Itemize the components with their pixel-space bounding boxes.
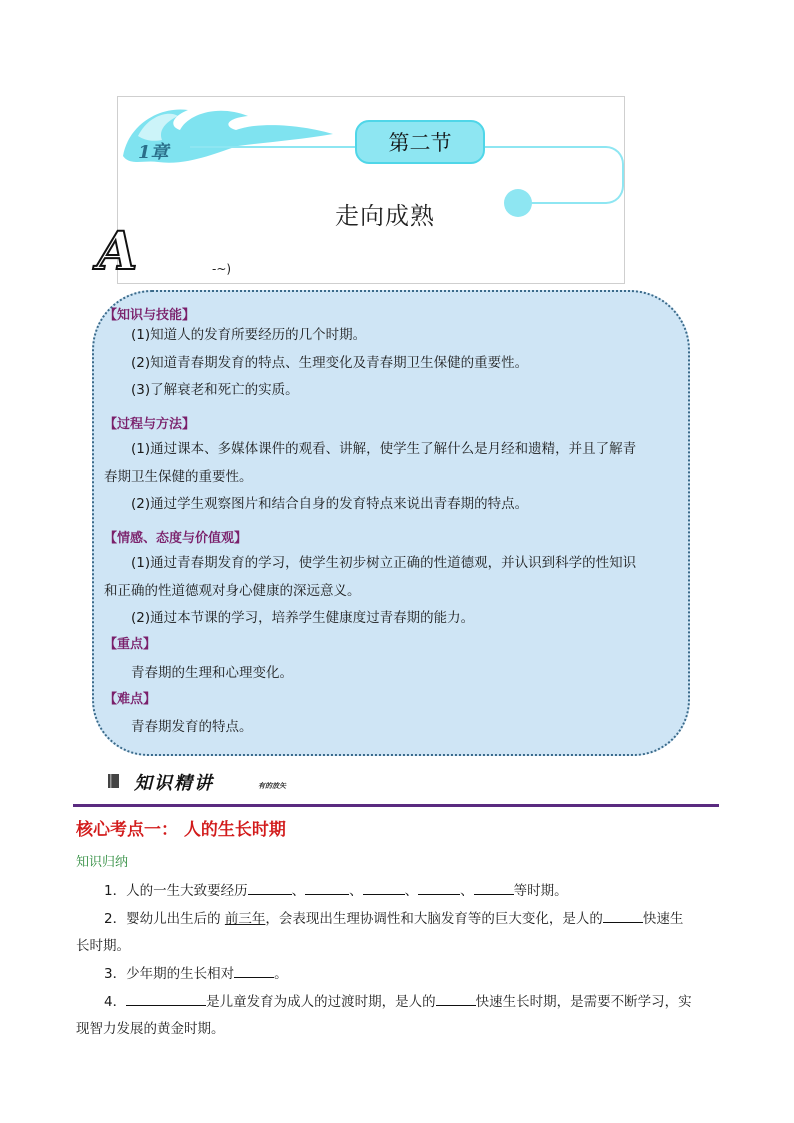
question-2-cont: 长时期。 [76,938,130,954]
answer-blank[interactable] [363,880,405,895]
objective-line: 和正确的性道德观对身心健康的深远意义。 [104,583,361,599]
answer-blank[interactable] [603,908,643,923]
banner-dot-icon [504,189,532,217]
question-3: 3．少年期的生长相对 。 [104,962,288,982]
banner-curve [560,146,624,204]
answer-blank[interactable] [474,880,514,895]
book-icon [107,773,121,789]
decorative-mark: -~) [212,262,232,276]
objective-line: (2)知道青春期发育的特点、生理变化及青春期卫生保健的重要性。 [131,355,529,371]
summary-label: 知识归纳 [76,855,129,870]
answer-blank[interactable] [248,880,292,895]
objective-line: (3)了解衰老和死亡的实质。 [131,382,299,398]
answer-blank[interactable] [234,963,274,978]
objective-heading: 【重点】 [104,637,157,652]
core-point-heading: 核心考点一： 人的生长时期 [76,820,286,840]
objective-line: 青春期发育的特点。 [131,719,253,735]
decorative-letter: A [97,221,138,282]
section-label: 第二节 [355,120,485,164]
objective-heading: 【难点】 [104,692,157,707]
objective-line: 青春期的生理和心理变化。 [131,665,293,681]
objective-line: 春期卫生保健的重要性。 [104,469,253,485]
objective-heading: 【情感、态度与价值观】 [104,531,248,546]
section-note: 有的放矢 [258,782,286,790]
objective-heading: 【过程与方法】 [104,417,196,432]
question-4-cont: 现智力发展的黄金时期。 [76,1021,225,1037]
flame-decoration-icon [118,96,338,176]
answer-blank[interactable] [126,991,206,1006]
page-title: 走向成熟 [335,202,435,230]
answer-blank[interactable] [418,880,460,895]
answer-blank[interactable] [436,991,476,1006]
objective-line: (1)通过课本、多媒体课件的观看、讲解，使学生了解什么是月经和遗精，并且了解青 [131,441,637,457]
chapter-label: 1章 [138,142,169,163]
objective-line: (1)通过青春期发育的学习，使学生初步树立正确的性道德观，并认识到科学的性知识 [131,555,637,571]
objective-line: (2)通过学生观察图片和结合自身的发育特点来说出青春期的特点。 [131,496,529,512]
objective-heading: 【知识与技能】 [104,308,196,323]
objective-line: (2)通过本节课的学习，培养学生健康度过青春期的能力。 [131,610,475,626]
section-divider [73,804,719,807]
section-title: 知识精讲 [134,773,214,794]
question-4: 4． 是儿童发育为成人的过渡时期，是人的 快速生长时期，是需要不断学习，实 [104,990,692,1010]
objective-line: (1)知道人的发育所要经历的几个时期。 [131,327,367,343]
question-1: 1．人的一生大致要经历 、 、 、 、 等时期。 [104,879,568,899]
answer-blank[interactable] [305,880,349,895]
question-2: 2．婴幼儿出生后的 前三年，会表现出生理协调性和大脑发育等的巨大变化，是人的 快速生 [104,907,683,927]
